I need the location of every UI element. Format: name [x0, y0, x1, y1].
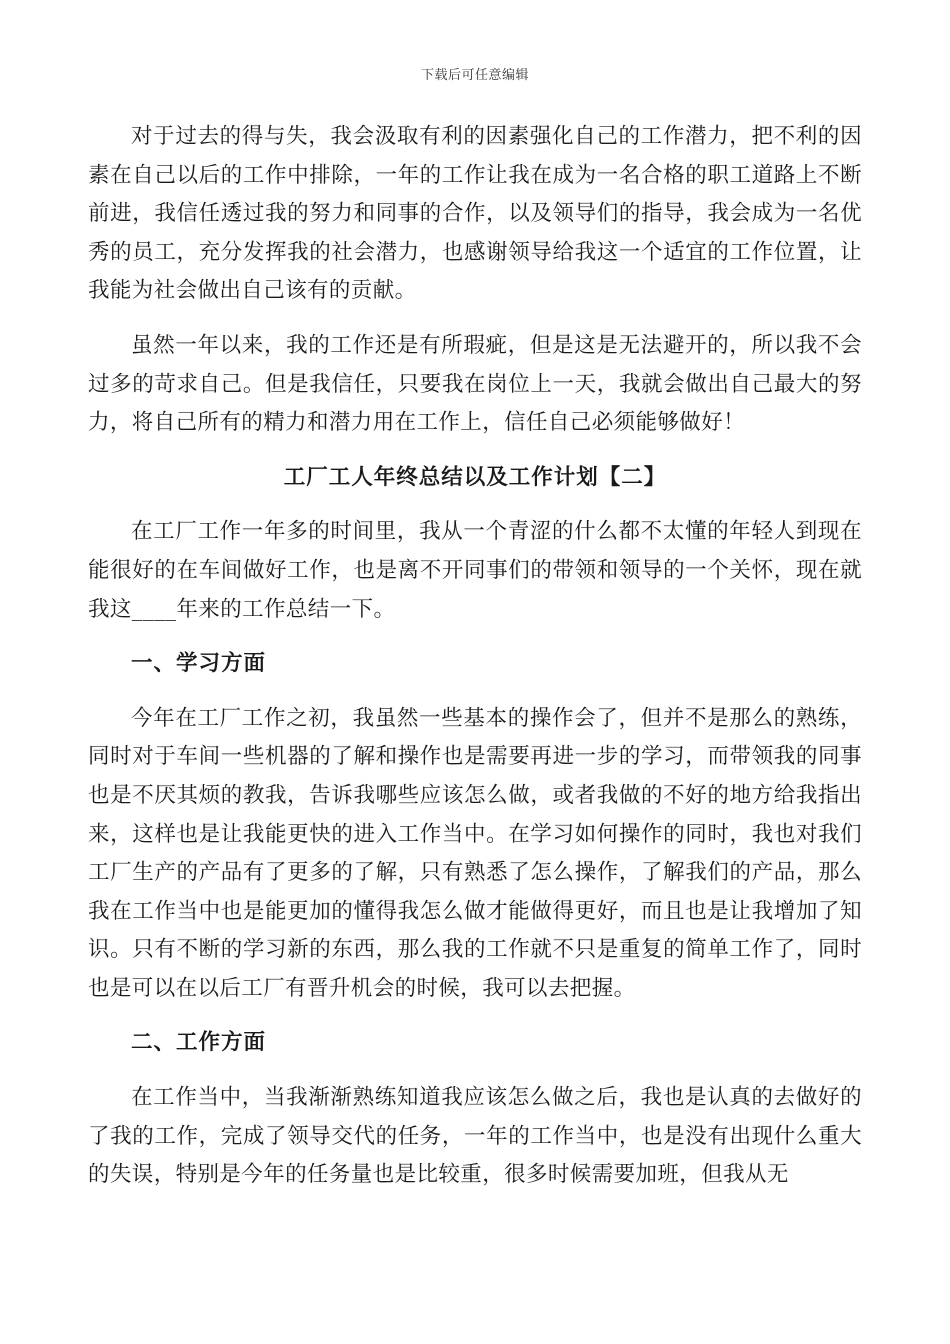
document-body [88, 118, 862, 1195]
paragraph-intro: 在工厂工作一年多的时间里，我从一个青涩的什么都不太懂的年轻人到现在能很好的在车间做好工作，也是离不开同事们的带领和领导的一个关怀，现在就我这____年来的工作总结一下。 [88, 519, 862, 622]
heading-learning: 一、学习方面 [131, 651, 267, 677]
section-title: 工厂工人年终总结以及工作计划【二】 [283, 464, 667, 490]
heading-work: 二、工作方面 [131, 1030, 267, 1056]
paragraph-spacer [88, 1008, 862, 1024]
page-header: 下载后可任意编辑 [420, 68, 529, 83]
paragraph-spacer [88, 629, 862, 645]
paragraph-spacer [88, 311, 862, 327]
paragraph-gains-losses: 对于过去的得与失，我会汲取有利的因素强化自己的工作潜力，把不利的因素在自己以后的工作中排除，一年的工作让我在成为一名合格的职工道路上不断前进，我信任透过我的努力和同事的合作，以及领导们的指导，我会成为一名优秀的员工，充分发挥我的社会潜力，也感谢领导给我这一个适宜的工作位置，让我能为社会做出自己该有的贡献。 [88, 124, 862, 304]
paragraph-flaws: 虽然一年以来，我的工作还是有所瑕疵，但是这是无法避开的，所以我不会过多的苛求自己。但是我信任，只要我在岗位上一天，我就会做出自己最大的努力，将自己所有的精力和潜力用在工作上，信任自己必须能够做好！ [88, 332, 862, 436]
paragraph-work: 在工作当中，当我渐渐熟练知道我应该怎么做之后，我也是认真的去做好的了我的工作，完成了领导交代的任务，一年的工作当中，也是没有出现什么重大的失误，特别是今年的任务量也是比较重，很多时候需要加班，但我从无 [88, 1085, 862, 1188]
paragraph-spacer [88, 1063, 862, 1079]
paragraph-spacer [88, 443, 862, 459]
paragraph-learning: 今年在工厂工作之初，我虽然一些基本的操作会了，但并不是那么的熟练，同时对于车间一些机器的了解和操作也是需要再进一步的学习，而带领我的同事也是不厌其烦的教我，告诉我哪些应该怎么做，或者我做的不好的地方给我指出来，这样也是让我能更快的进入工作当中。在学习如何操作的同时，我也对我们工厂生产的产品有了更多的了解，只有熟悉了怎么操作，了解我们的产品，那么我在工作当中也是能更加的懂得我怎么做才能做得更好，而且也是让我增加了知识。只有不断的学习新的东西，那么我的工作就不只是重复的简单工作了，同时也是可以在以后工厂有晋升机会的时候，我可以去把握。 [88, 705, 862, 1001]
paragraph-spacer [88, 497, 862, 513]
paragraph-spacer [88, 684, 862, 700]
